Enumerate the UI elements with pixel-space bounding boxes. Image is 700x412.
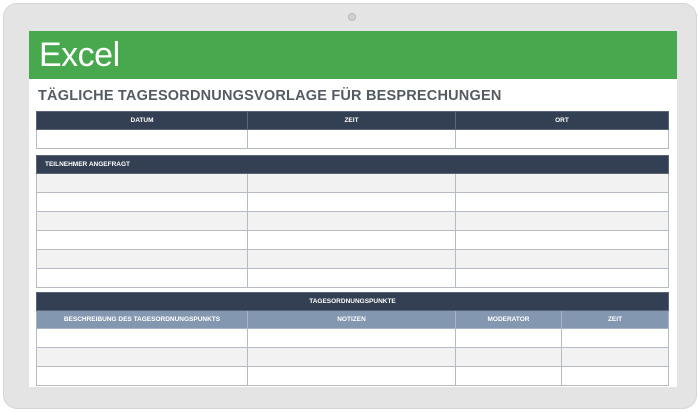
table-row bbox=[37, 367, 669, 386]
app-banner bbox=[29, 31, 677, 79]
attendee-cell[interactable] bbox=[248, 193, 456, 212]
attendee-cell[interactable] bbox=[248, 212, 456, 231]
attendees-table bbox=[36, 155, 669, 288]
meeting-info-table bbox=[36, 111, 669, 149]
table-row bbox=[37, 348, 669, 367]
agenda-cell[interactable] bbox=[562, 348, 669, 367]
attendee-cell[interactable] bbox=[248, 250, 456, 269]
agenda-cell[interactable] bbox=[562, 329, 669, 348]
agenda-table bbox=[36, 292, 669, 386]
agenda-cell[interactable] bbox=[562, 367, 669, 386]
attendee-cell[interactable] bbox=[456, 269, 669, 288]
app-title: Excel bbox=[39, 36, 120, 74]
agenda-cell[interactable] bbox=[456, 348, 562, 367]
date-cell[interactable] bbox=[37, 130, 248, 149]
location-cell[interactable] bbox=[456, 130, 669, 149]
agenda-cell[interactable] bbox=[456, 367, 562, 386]
time-header: ZEIT bbox=[248, 112, 456, 130]
agenda-moderator-header: MODERATOR bbox=[456, 311, 562, 329]
table-row bbox=[37, 193, 669, 212]
agenda-cell[interactable] bbox=[248, 329, 456, 348]
agenda-cell[interactable] bbox=[37, 329, 248, 348]
table-row bbox=[37, 269, 669, 288]
agenda-cell[interactable] bbox=[37, 367, 248, 386]
attendee-cell[interactable] bbox=[37, 193, 248, 212]
attendee-cell[interactable] bbox=[37, 231, 248, 250]
attendee-cell[interactable] bbox=[37, 212, 248, 231]
table-row bbox=[37, 212, 669, 231]
table-row bbox=[37, 250, 669, 269]
location-header: ORT bbox=[456, 112, 669, 130]
spreadsheet-screen bbox=[29, 31, 677, 387]
attendee-cell[interactable] bbox=[456, 231, 669, 250]
attendee-cell[interactable] bbox=[456, 212, 669, 231]
attendee-cell[interactable] bbox=[456, 250, 669, 269]
table-row bbox=[37, 231, 669, 250]
agenda-notes-header: NOTIZEN bbox=[248, 311, 456, 329]
sheet-title: TÄGLICHE TAGESORDNUNGSVORLAGE FÜR BESPRECHUNGEN bbox=[38, 88, 502, 104]
agenda-cell[interactable] bbox=[37, 348, 248, 367]
agenda-cell[interactable] bbox=[248, 367, 456, 386]
attendee-cell[interactable] bbox=[37, 174, 248, 193]
device-frame bbox=[3, 3, 697, 409]
attendee-cell[interactable] bbox=[248, 231, 456, 250]
attendee-cell[interactable] bbox=[37, 269, 248, 288]
camera-icon bbox=[348, 13, 356, 21]
attendee-cell[interactable] bbox=[248, 269, 456, 288]
attendee-cell[interactable] bbox=[456, 174, 669, 193]
table-row bbox=[37, 329, 669, 348]
table-row bbox=[37, 174, 669, 193]
agenda-cell[interactable] bbox=[456, 329, 562, 348]
date-header: DATUM bbox=[37, 112, 248, 130]
attendees-header: TEILNEHMER ANGEFRAGT bbox=[37, 156, 669, 174]
agenda-time-header: ZEIT bbox=[562, 311, 669, 329]
time-cell[interactable] bbox=[248, 130, 456, 149]
attendee-cell[interactable] bbox=[456, 193, 669, 212]
agenda-header: TAGESORDNUNGSPUNKTE bbox=[37, 293, 669, 311]
agenda-cell[interactable] bbox=[248, 348, 456, 367]
attendee-cell[interactable] bbox=[248, 174, 456, 193]
attendee-cell[interactable] bbox=[37, 250, 248, 269]
agenda-description-header: BESCHREIBUNG DES TAGESORDNUNGSPUNKTS bbox=[37, 311, 248, 329]
